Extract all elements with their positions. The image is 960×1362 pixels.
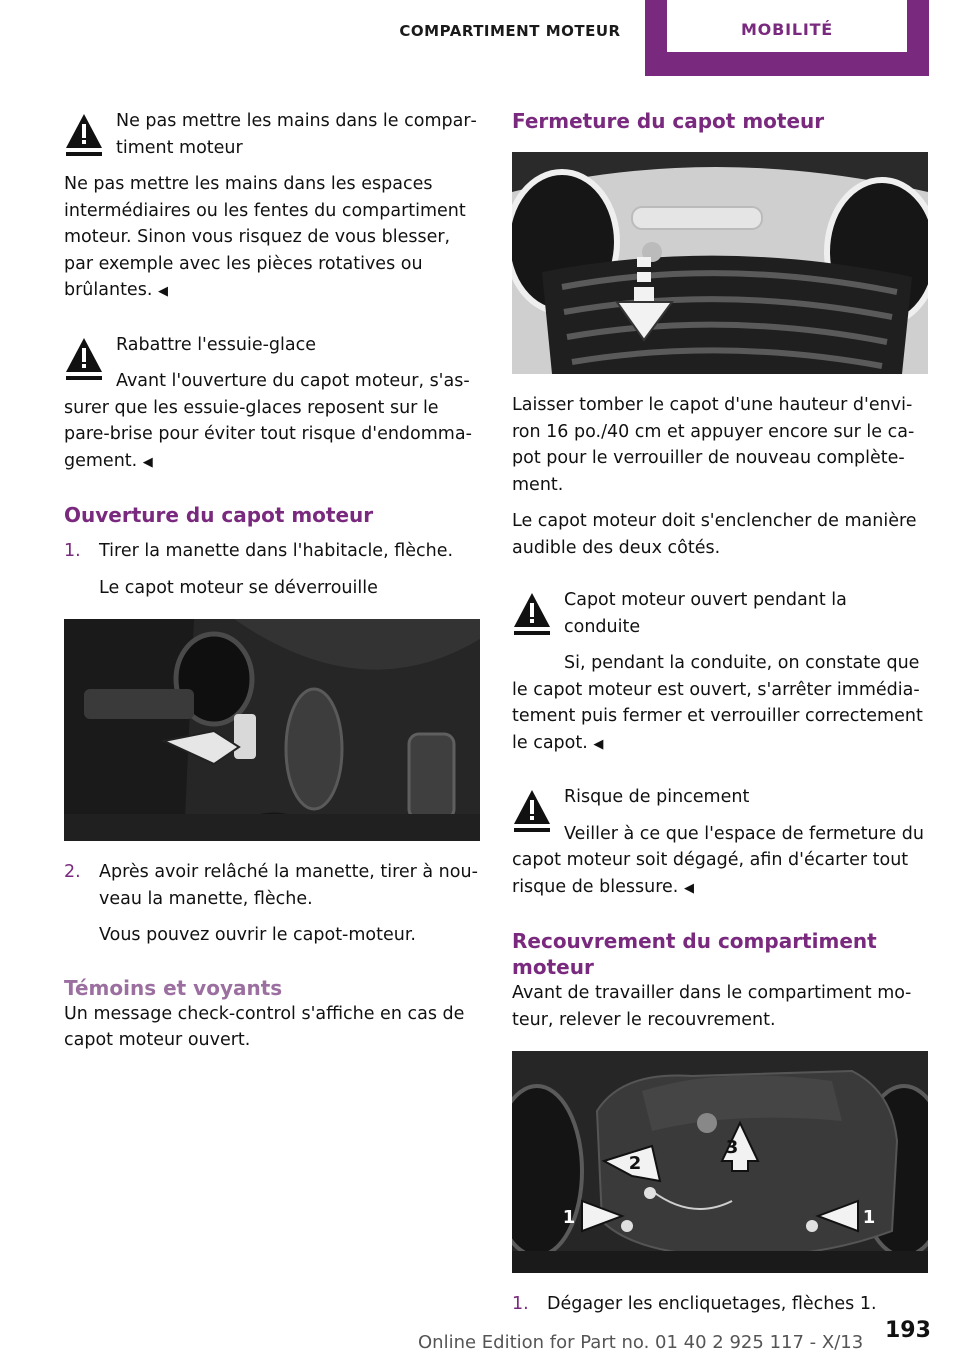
list-number: 2.: [64, 862, 81, 882]
warning-triangle-icon: [64, 336, 104, 380]
paragraph-closing-2: Le capot moteur doit s'enclencher de manière audible des deux côtés.: [512, 511, 917, 558]
warning-block-hood-open: [512, 587, 928, 640]
warning-body: [512, 821, 928, 903]
section-heading-opening: Ouverture du capot moteur: [64, 503, 374, 527]
chapter-tab-inner: [667, 0, 907, 52]
chapter-label: MOBILITÉ: [740, 20, 834, 39]
figure-hood-closing: [512, 152, 928, 374]
warning-title: Ne pas mettre les mains dans le compartiment moteur: [116, 111, 477, 158]
list-number: 1.: [512, 1294, 529, 1314]
chapter-tab: [645, 0, 929, 76]
warning-body: [512, 650, 928, 758]
paragraph-cover: Avant de travailler dans le compartiment moteur, relever le recouvrement.: [512, 983, 912, 1030]
end-mark-icon: ◀: [142, 454, 153, 470]
edition-note: Online Edition for Part no. 01 40 2 925 117 - X/13: [418, 1332, 864, 1353]
warning-block-pinch: [512, 784, 928, 811]
warning-block-wipers: [64, 332, 480, 359]
right-column: [512, 108, 928, 1318]
step-result: Le capot moteur se déverrouille: [99, 577, 378, 598]
paragraph-closing-1: Laisser tomber le capot d'une hauteur d'environ 16 po./40 cm et appuyer encore sur le capot pour le verrouiller de nouveau complètement.: [512, 395, 915, 495]
paragraph-lights: Un message check-control s'affiche en cas de capot moteur ouvert.: [64, 1003, 465, 1050]
step-text: Dégager les encliquetages, flèches 1.: [547, 1294, 877, 1314]
figure-engine-cover: [512, 1051, 928, 1273]
warning-triangle-icon: [64, 112, 104, 156]
end-mark-icon: ◀: [683, 880, 694, 896]
warning-triangle-icon: [512, 788, 552, 832]
warning-triangle-icon: [512, 591, 552, 635]
section-heading-cover: Recouvrement du compartiment moteur: [512, 929, 877, 979]
page-footer: [0, 1318, 960, 1358]
end-mark-icon: ◀: [157, 284, 168, 299]
warning-title: Rabattre l'essuie-glace: [116, 334, 316, 355]
warning-body-text: Avant l'ouverture du capot moteur, s'assurer que les essuie-glaces reposent sur le pare-brise pour éviter tout risque d'endommagement.: [64, 371, 472, 471]
left-column: [64, 108, 480, 1054]
warning-body-text: Veiller à ce que l'espace de fermeture du capot moteur soit dégagé, afin d'écarter tout risque de blessure.: [512, 823, 924, 897]
end-mark-icon: ◀: [593, 736, 604, 752]
arrow-label: 1: [562, 1207, 576, 1228]
list-item-step2: [64, 859, 480, 912]
step-text: Tirer la manette dans l'habitacle, flèche.: [99, 541, 454, 561]
arrow-label: 3: [725, 1137, 739, 1158]
warning-title: Risque de pincement: [564, 787, 750, 807]
list-item-cover-step1: [512, 1291, 928, 1318]
section-heading-closing: Fermeture du capot moteur: [512, 109, 825, 133]
running-header-section: COMPARTIMENT MOTEUR: [399, 22, 621, 40]
figure-hood-release-lever: [64, 619, 480, 841]
subsection-heading-lights: Témoins et voyants: [64, 975, 283, 1000]
warning-body-text: Ne pas mettre les mains dans les espaces intermédiaires ou les fentes du compartiment moteur. Sinon vous risquez de vous blesser, par exemple avec les pièces rotatives ou brûlantes.: [64, 174, 466, 300]
warning-body-text: Si, pendant la conduite, on constate que le capot moteur est ouvert, s'arrêter immédiatement puis fermer et verrouiller correctement le capot.: [512, 653, 923, 753]
warning-body: [64, 368, 480, 476]
list-item-step1: [64, 538, 480, 565]
list-number: 1.: [64, 541, 81, 561]
arrow-label: 1: [862, 1207, 876, 1228]
step-result: Vous pouvez ouvrir le capot-moteur.: [99, 925, 416, 945]
arrow-label: 2: [628, 1153, 642, 1174]
warning-title: Capot moteur ouvert pendant la conduite: [564, 590, 847, 637]
warning-body: [64, 171, 480, 306]
step-text: Après avoir relâché la manette, tirer à nouveau la manette, flèche.: [99, 862, 478, 909]
warning-block-hands: [64, 108, 480, 161]
page-number: 193: [885, 1318, 931, 1343]
